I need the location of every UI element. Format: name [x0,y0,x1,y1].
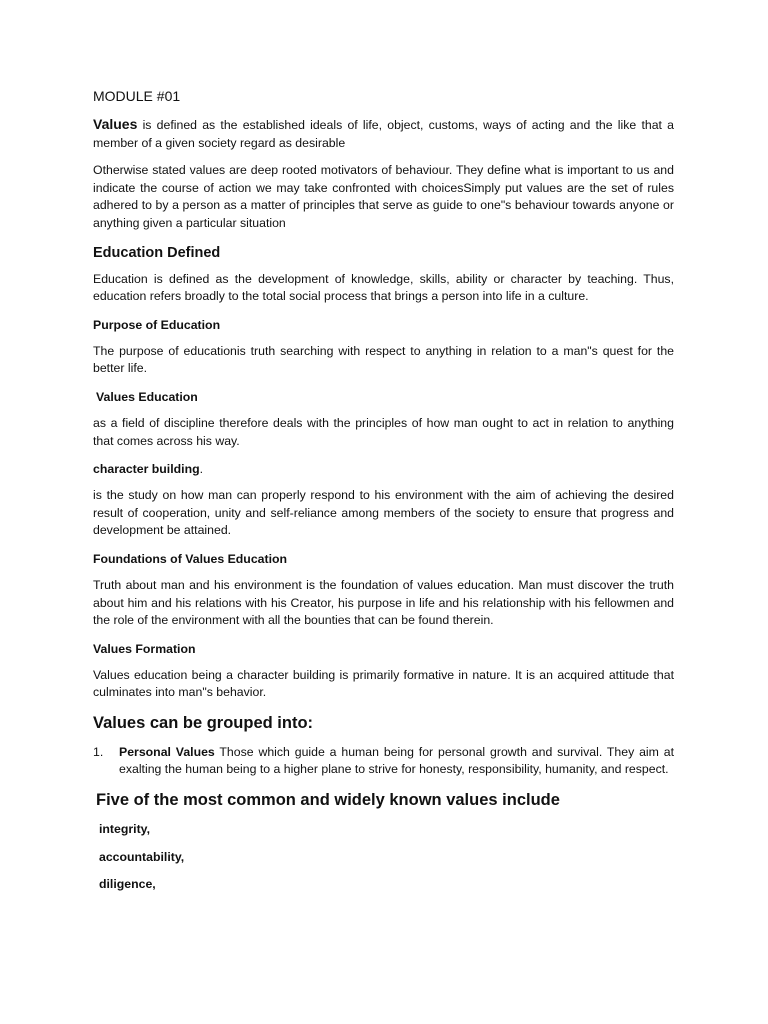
list-item-number: 1. [93,744,104,759]
values-definition [93,116,674,152]
grouped-heading: Values can be grouped into: [93,713,314,732]
value-item: accountability, [99,849,185,864]
values-education-heading: Values Education [96,389,198,404]
document-page [93,86,674,904]
values-otherwise-paragraph: Otherwise stated values are deep rooted motivators of behaviour. They define what is important to us and indicate the course of action we may take confronted with choicesSimply put values are the set of rules adhered to by a person as a matter of principles that serve as guide to one"s behaviour towards anyone or anything given a particular situation [93,163,674,230]
list-item-text: Those which guide a human being for personal growth and survival. They aim at exalting the human being to a higher plane to strive for honesty, responsibility, humanity, and respect. [119,744,675,777]
values-education-paragraph: as a field of discipline therefore deals with the principles of how man ought to act in relation to anything that comes across his way. [93,415,674,448]
foundations-heading: Foundations of Values Education [93,551,288,566]
formation-heading: Values Formation [93,641,196,656]
foundations-paragraph: Truth about man and his environment is the foundation of values education. Man must discover the truth about him and his relations with his Creator, his purpose in life and his relationship with his fellowmen and the role of the environment with all the bounties that can be found therein. [93,577,674,628]
character-building-paragraph: is the study on how man can properly respond to his environment with the aim of achieving the desired result of cooperation, unity and self-reliance among members of the society to ensure that progress and development be attained. [93,488,674,538]
value-item: integrity, [99,822,151,837]
purpose-heading: Purpose of Education [93,317,221,332]
character-building-heading [93,460,674,478]
value-item: diligence, [99,877,156,892]
module-title: MODULE #01 [93,88,181,104]
education-defined-heading: Education Defined [93,244,221,261]
character-building-heading-text: character building [93,462,200,477]
character-building-heading-suffix: . [199,462,204,477]
grouped-list [93,744,674,779]
values-term: Values [93,116,138,132]
list-item [93,744,674,779]
list-item-term: Personal Values [119,744,215,759]
common-values-heading: Five of the most common and widely known values include [96,791,560,810]
education-defined-paragraph: Education is defined as the development of knowledge, skills, ability or character by teaching. Thus, education refers broadly to the total social process that brings a person into life in a culture. [93,271,674,304]
list-item-body [119,744,674,779]
values-definition-text: is defined as the established ideals of life, object, customs, ways of acting and the like that a member of a given society regard as desirable [93,118,674,150]
formation-paragraph: Values education being a character building is primarily formative in nature. It is an acquired attitude that culminates into man"s behavior. [93,667,674,700]
purpose-paragraph: The purpose of educationis truth searching with respect to anything in relation to a man"s quest for the better life. [93,343,674,376]
